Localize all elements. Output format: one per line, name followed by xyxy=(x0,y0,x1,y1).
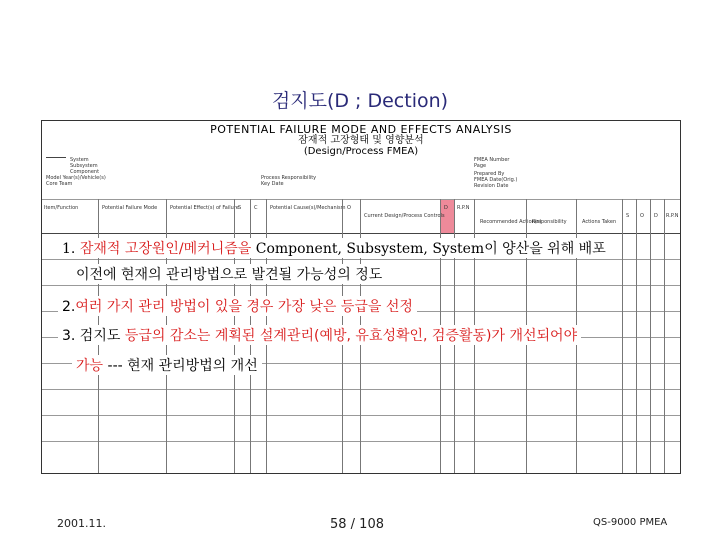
col-actions-taken: Actions Taken xyxy=(582,219,617,225)
note-1-highlight: 잠재적 고장원인/메커니즘을 xyxy=(79,241,252,257)
footer-doc-name: QS-9000 PMEA xyxy=(593,517,668,528)
note-1-text: Component, Subsystem, System이 양산을 위해 배포 xyxy=(251,241,606,257)
col-class: C xyxy=(254,205,258,211)
field-page: Page xyxy=(474,163,487,169)
col-effects: Potential Effect(s) of Failure xyxy=(170,205,239,211)
field-process-responsibility: Process Responsibility xyxy=(261,175,317,181)
note-2-text: 여러 가지 관리 방법이 있을 경우 가장 낮은 등급을 선정 xyxy=(75,299,413,315)
note-1-line-2: 이전에 현재의 관리방법으로 발견될 가능성의 정도 xyxy=(72,264,386,284)
field-core-team: Core Team xyxy=(46,181,73,187)
col-causes: Potential Cause(s)/Mechanism xyxy=(270,205,346,211)
note-3-line-1 xyxy=(58,325,581,345)
form-heading-english: POTENTIAL FAILURE MODE AND EFFECTS ANALYSIS xyxy=(210,123,512,136)
column-headers xyxy=(42,199,680,233)
col-severity: S xyxy=(238,205,242,211)
note-3-highlight: 가능 xyxy=(76,358,104,374)
note-2-number: 2. xyxy=(62,299,76,315)
note-1-line-1 xyxy=(58,238,610,258)
field-prepared-by: Prepared By xyxy=(474,171,505,177)
col-result-o: O xyxy=(640,213,644,219)
col-result-s: S xyxy=(626,213,630,219)
field-fmea-date: FMEA Date(Orig.) xyxy=(474,177,518,183)
col-rpn: R.P.N xyxy=(457,205,470,211)
col-detection: D xyxy=(444,205,448,211)
note-2 xyxy=(58,296,417,316)
col-result-rpn: R.P.N xyxy=(666,213,679,219)
field-fmea-number: FMEA Number xyxy=(474,157,510,163)
col-occurrence: O xyxy=(347,205,351,211)
col-controls: Current Design/Process Controls xyxy=(364,213,445,219)
field-subsystem: Subsystem xyxy=(70,163,98,169)
note-3-line-2 xyxy=(72,355,262,375)
field-revision-date: Revision Date xyxy=(474,183,509,189)
note-1-number: 1. xyxy=(62,241,80,257)
footer-date: 2001.11. xyxy=(57,517,106,530)
form-heading-korean: 잠재적 고장형태 및 영향분석 xyxy=(298,135,424,146)
note-3-number: 3. 검지도 xyxy=(62,328,125,344)
col-responsibility: Responsibility xyxy=(532,219,567,225)
form-fields xyxy=(46,157,676,197)
field-key-date: Key Date xyxy=(261,181,284,187)
note-3-text: 등급의 감소는 계획된 설계관리(예방, 유효성확인, 검증활동)가 개선되어야 xyxy=(124,328,578,344)
col-item-function: Item/Function xyxy=(44,205,79,211)
field-model-year: Model Year(s)/Vehicle(s) xyxy=(46,175,106,181)
form-heading xyxy=(42,121,680,157)
col-result-d: D xyxy=(654,213,658,219)
footer-page-number: 58 / 108 xyxy=(330,517,384,532)
col-failure-mode: Potential Failure Mode xyxy=(102,205,158,211)
slide-title: 검지도(D ; Dection) xyxy=(271,90,449,112)
field-system: System xyxy=(70,157,89,163)
note-3-rest: --- 현재 관리방법의 개선 xyxy=(103,358,258,374)
field-component: Component xyxy=(70,169,100,175)
col-recommended-action: Recommended Action(s) xyxy=(480,219,542,225)
form-heading-sub: (Design/Process FMEA) xyxy=(303,146,419,157)
